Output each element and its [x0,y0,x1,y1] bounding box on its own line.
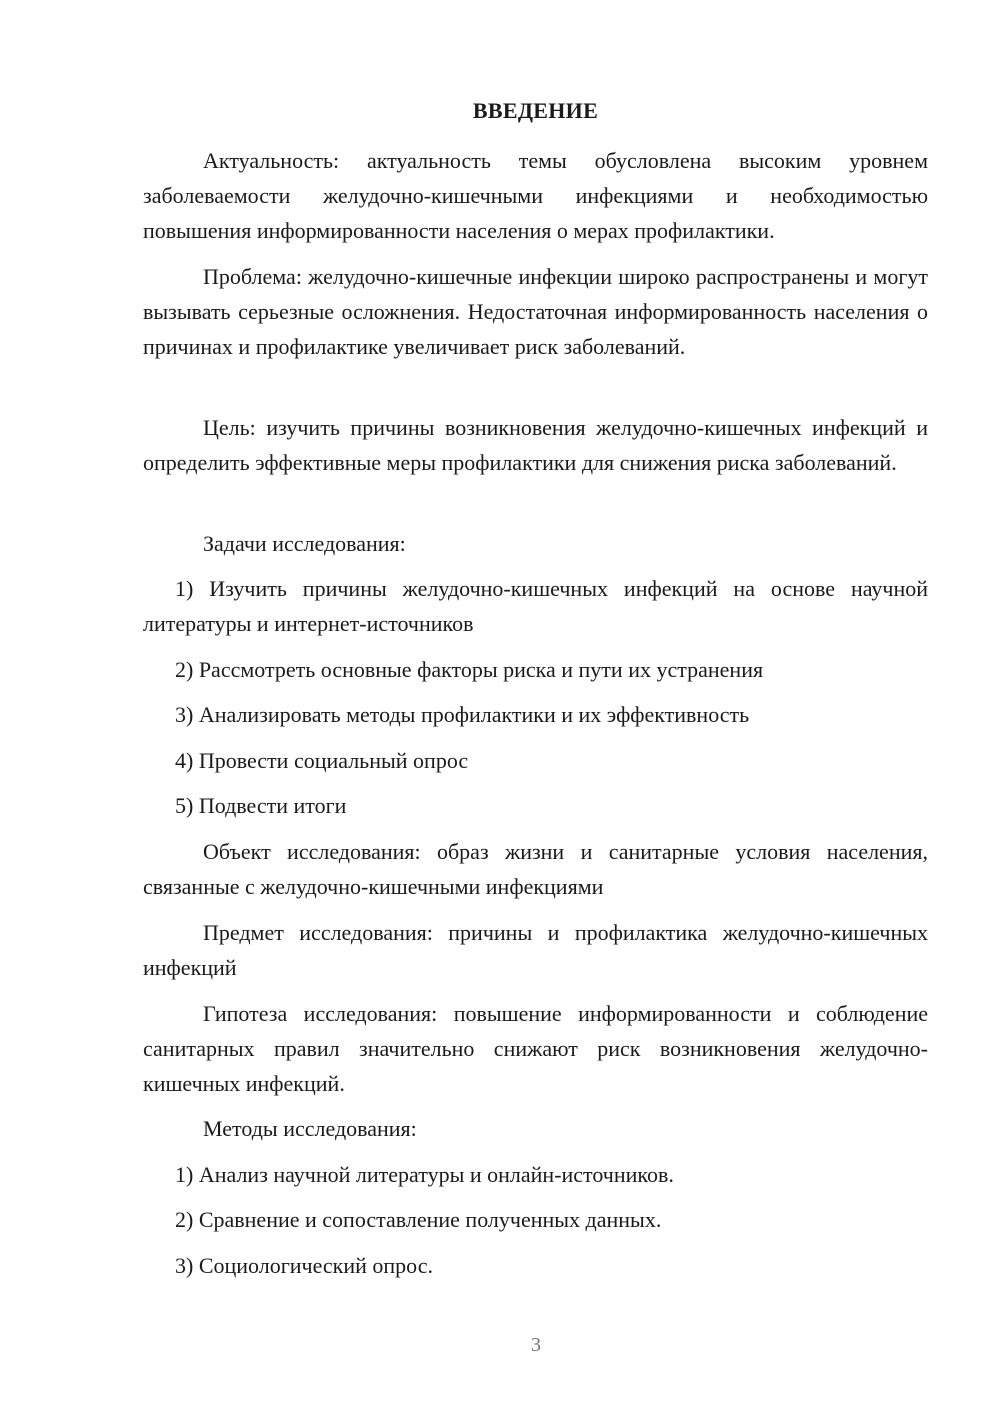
hypothesis-paragraph: Гипотеза исследования: повышение информированности и соблюдение санитарных правил значительно снижают риск возникновения желудочно-кишечных инфекций. [143,1001,928,1096]
list-item: 1) Анализ научной литературы и онлайн-источников. [175,1162,674,1187]
subject-paragraph: Предмет исследования: причины и профилактика желудочно-кишечных инфекций [143,920,928,980]
list-item: 2) Сравнение и сопоставление полученных данных. [175,1207,662,1232]
tasks-heading: Задачи исследования: [203,531,406,556]
object-paragraph: Объект исследования: образ жизни и санитарные условия населения, связанные с желудочно-кишечными инфекциями [143,839,928,899]
list-item: 3) Анализировать методы профилактики и их эффективность [175,702,750,727]
list-item: 3) Социологический опрос. [175,1253,433,1278]
page-number: 3 [531,1334,541,1356]
methods-heading: Методы исследования: [203,1116,417,1141]
problem-paragraph: Проблема: желудочно-кишечные инфекции широко распространены и могут вызывать серьезные осложнения. Недостаточная информированность населения о причинах и профилактике увеличивает риск заболеваний. [143,264,928,359]
goal-paragraph: Цель: изучить причины возникновения желудочно-кишечных инфекций и определить эффективные меры профилактики для снижения риска заболеваний. [143,415,928,475]
list-item: 2) Рассмотреть основные факторы риска и пути их устранения [175,657,764,682]
list-item: 4) Провести социальный опрос [175,748,469,773]
relevance-paragraph: Актуальность: актуальность темы обусловлена высоким уровнем заболеваемости желудочно-кишечными инфекциями и необходимостью повышения информированности населения о мерах профилактики. [143,148,928,243]
page-title: ВВЕДЕНИЕ [472,98,599,123]
list-item: 1) Изучить причины желудочно-кишечных инфекций на основе научной литературы и интернет-источников [143,576,928,636]
list-item: 5) Подвести итоги [175,793,347,818]
